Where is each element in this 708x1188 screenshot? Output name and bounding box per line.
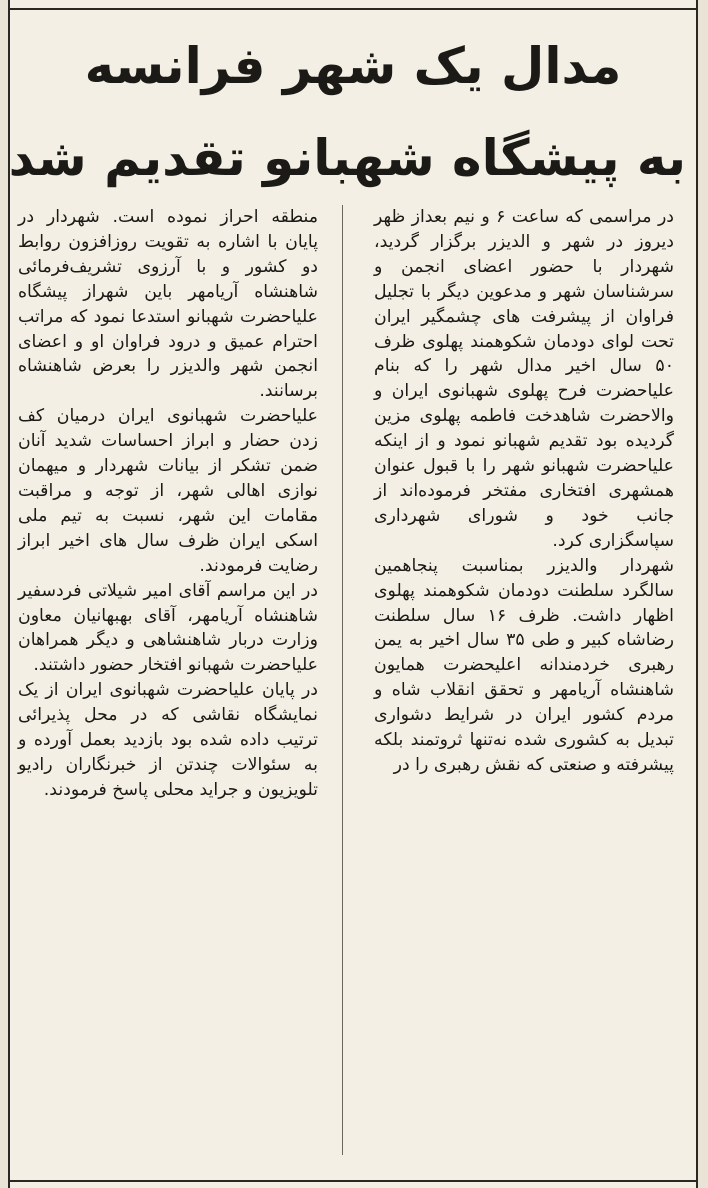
article-column-left	[18, 205, 318, 803]
top-rule	[10, 8, 696, 10]
headline	[8, 20, 686, 204]
newspaper-clipping	[8, 0, 698, 1188]
headline-line-2: به پیشگاه شهبانو تقدیم شد	[8, 129, 686, 187]
paragraph: شهردار والدیزر بمناسبت پنجاهمین سالگرد سلطنت دودمان شکوهمند پهلوی اظهار داشت. ظرف ۱۶ سال سلطنت رضاشاه کبیر و طی ۳۵ سال اخیر به یمن رهبری خردمندانه اعلیحضرت همایون شاهنشاه آریامهر و تحقق انقلاب شاه و مردم کشور ایران در شرایط دشواری تبدیل به کشوری شده نه‌تنها ثروتمند بلکه پیشرفته و صنعتی که نقش رهبری را در	[374, 555, 674, 775]
paragraph: در مراسمی که ساعت ۶ و نیم بعداز ظهر دیروز در شهر و الدیزر برگزار گردید، شهردار با حضور اعضای انجمن و سرشناسان شهر و مدعوین دیگر با تجلیل فراوان از پیشرفت های چشمگیر ایران تحت لوای دودمان شکوهمند پهلوی ظرف ۵۰ سال اخیر مدال شهر را که بنام علیاحضرت فرح پهلوی شهبانوی ایران و والاحضرت شاهدخت فاطمه پهلوی مزین گردیده بود تقدیم شهبانو نمود و از اینکه علیاحضرت شهبانو شهر را با قبول عنوان همشهری افتخاری مفتخر فرموده‌اند از جانب خود و شورای شهرداری سپاسگزاری کرد.	[374, 207, 675, 551]
paragraph: در پایان علیاحضرت شهبانوی ایران از یک نمایشگاه نقاشی که در محل پذیرائی ترتیب داده شده بود بازدید بعمل آورده و به سئوالات چندتن از خبرنگاران رادیو تلویزیون و جراید محلی پاسخ فرمودند.	[18, 680, 318, 800]
headline-line-1: مدال یک شهر فرانسه	[84, 37, 622, 95]
article-column-right	[374, 205, 674, 778]
bottom-rule	[10, 1180, 696, 1182]
paragraph: علیاحضرت شهبانوی ایران درمیان کف زدن حضار و ابراز احساسات شدید آنان ضمن تشکر از بیانات شهردار و میهمان نوازی اهالی شهر، از توجه و مراقبت مقامات این شهر، نسبت به تیم ملی اسکی ایران ظرف سال های اخیر ابراز رضایت فرمودند.	[18, 406, 318, 576]
paragraph: منطقه احراز نموده است. شهردار در پایان با اشاره به تقویت روزافزون روابط دو کشور و با آرزوی تشریف‌فرمائی شاهنشاه آریامهر باین شهراز پیشگاه علیاحضرت شهبانو استدعا نمود که مراتب احترام عمیق و درود فراوان او و اعضای انجمن شهر والدیزر را بعرض شاهنشاه برسانند.	[18, 207, 318, 402]
paragraph: در این مراسم آقای امیر شیلاتی فردسفیر شاهنشاه آریامهر، آقای بهبهانیان معاون وزارت دربار شاهنشاهی و دیگر همراهان علیاحضرت شهبانو افتخار حضور داشتند.	[18, 580, 318, 676]
column-divider	[342, 205, 343, 1155]
